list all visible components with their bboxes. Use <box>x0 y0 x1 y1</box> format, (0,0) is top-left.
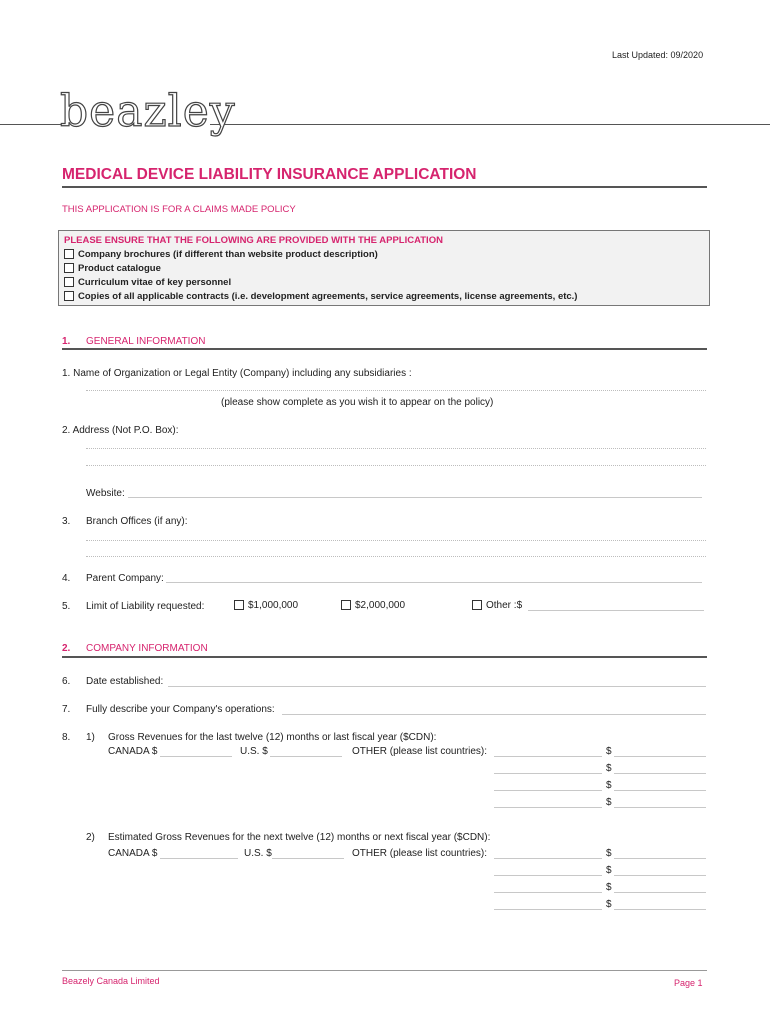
policy-type-note: THIS APPLICATION IS FOR A CLAIMS MADE POLICY <box>62 204 296 215</box>
canada-revenue-field[interactable] <box>160 858 238 859</box>
section-2-title: COMPANY INFORMATION <box>86 643 208 654</box>
dollar-sign: $ <box>606 865 612 876</box>
q2-label: 2. Address (Not P.O. Box): <box>62 425 179 436</box>
footer-rule <box>62 970 707 971</box>
checklist-item[interactable]: Product catalogue <box>64 263 161 275</box>
footer-company: Beazely Canada Limited <box>62 976 160 986</box>
logo-rule-right <box>210 124 770 125</box>
checklist-item[interactable]: Copies of all applicable contracts (i.e. development agreements, service agreements, license agreements, etc.) <box>64 291 577 303</box>
section-1-title: GENERAL INFORMATION <box>86 336 206 347</box>
limit-option-1m[interactable]: $1,000,000 <box>234 600 298 612</box>
us-label: U.S. $ <box>240 746 268 757</box>
country-field[interactable] <box>494 875 602 876</box>
page-number: Page 1 <box>674 978 703 988</box>
country-field[interactable] <box>494 892 602 893</box>
dollar-sign: $ <box>606 780 612 791</box>
website-label: Website: <box>86 488 125 499</box>
country-field[interactable] <box>494 807 602 808</box>
dollar-sign: $ <box>606 763 612 774</box>
beazley-logo: beazley <box>60 86 236 137</box>
logo-rule-left <box>0 124 62 125</box>
website-field[interactable] <box>128 497 702 498</box>
checkbox[interactable] <box>64 249 74 259</box>
us-revenue-field[interactable] <box>270 756 342 757</box>
address-field-2[interactable] <box>86 465 706 466</box>
parent-company-field[interactable] <box>166 582 702 583</box>
last-updated: Last Updated: 09/2020 <box>612 50 704 60</box>
branch-field-1[interactable] <box>86 540 706 541</box>
q7-number: 7. <box>62 704 71 715</box>
country-amount-field[interactable] <box>614 790 706 791</box>
checkbox[interactable] <box>341 600 351 610</box>
q4-label: Parent Company: <box>86 573 164 584</box>
limit-option-2m[interactable]: $2,000,000 <box>341 600 405 612</box>
checkbox[interactable] <box>64 277 74 287</box>
country-field[interactable] <box>494 858 602 859</box>
q3-label: Branch Offices (if any): <box>86 516 188 527</box>
other-limit-field[interactable] <box>528 610 704 611</box>
country-amount-field[interactable] <box>614 773 706 774</box>
operations-field[interactable] <box>282 714 706 715</box>
q8-number: 8. <box>62 732 71 743</box>
country-field[interactable] <box>494 756 602 757</box>
limit-option-other[interactable]: Other :$ <box>472 600 522 612</box>
us-label: U.S. $ <box>244 848 272 859</box>
page-title: MEDICAL DEVICE LIABILITY INSURANCE APPLICATION <box>62 166 477 183</box>
dollar-sign: $ <box>606 882 612 893</box>
section-1-rule <box>62 348 707 350</box>
q8a-number: 1) <box>86 732 95 743</box>
dollar-sign: $ <box>606 746 612 757</box>
q6-number: 6. <box>62 676 71 687</box>
checkbox[interactable] <box>64 263 74 273</box>
q1-note: (please show complete as you wish it to appear on the policy) <box>221 397 494 408</box>
country-field[interactable] <box>494 909 602 910</box>
country-amount-field[interactable] <box>614 807 706 808</box>
q1-field[interactable] <box>86 390 706 391</box>
q8a-label: Gross Revenues for the last twelve (12) months or last fiscal year ($CDN): <box>108 732 437 743</box>
q1-label: 1. Name of Organization or Legal Entity (Company) including any subsidiaries : <box>62 368 412 379</box>
other-label: OTHER (please list countries): <box>352 848 488 859</box>
title-rule <box>62 186 707 188</box>
dollar-sign: $ <box>606 848 612 859</box>
canada-label: CANADA $ <box>108 848 158 859</box>
address-field-1[interactable] <box>86 448 706 449</box>
checkbox[interactable] <box>472 600 482 610</box>
q8b-label: Estimated Gross Revenues for the next twelve (12) months or next fiscal year ($CDN): <box>108 832 491 843</box>
q6-label: Date established: <box>86 676 164 687</box>
country-amount-field[interactable] <box>614 858 706 859</box>
canada-revenue-field[interactable] <box>160 756 232 757</box>
checklist-item[interactable]: Company brochures (if different than website product description) <box>64 249 378 261</box>
q8b-number: 2) <box>86 832 95 843</box>
checklist-heading: PLEASE ENSURE THAT THE FOLLOWING ARE PROVIDED WITH THE APPLICATION <box>64 235 443 246</box>
section-1-number: 1. <box>62 336 71 347</box>
q5-number: 5. <box>62 601 71 612</box>
q5-label: Limit of Liability requested: <box>86 601 205 612</box>
section-2-number: 2. <box>62 643 71 654</box>
other-label: OTHER (please list countries): <box>352 746 488 757</box>
country-amount-field[interactable] <box>614 909 706 910</box>
dollar-sign: $ <box>606 797 612 808</box>
q3-number: 3. <box>62 516 71 527</box>
country-field[interactable] <box>494 790 602 791</box>
checklist-item[interactable]: Curriculum vitae of key personnel <box>64 277 231 289</box>
country-amount-field[interactable] <box>614 875 706 876</box>
checkbox[interactable] <box>64 291 74 301</box>
country-field[interactable] <box>494 773 602 774</box>
country-amount-field[interactable] <box>614 756 706 757</box>
q7-label: Fully describe your Company's operations: <box>86 704 275 715</box>
us-revenue-field[interactable] <box>272 858 344 859</box>
checkbox[interactable] <box>234 600 244 610</box>
q4-number: 4. <box>62 573 71 584</box>
canada-label: CANADA $ <box>108 746 158 757</box>
dollar-sign: $ <box>606 899 612 910</box>
branch-field-2[interactable] <box>86 556 706 557</box>
section-2-rule <box>62 656 707 658</box>
date-established-field[interactable] <box>168 686 706 687</box>
country-amount-field[interactable] <box>614 892 706 893</box>
